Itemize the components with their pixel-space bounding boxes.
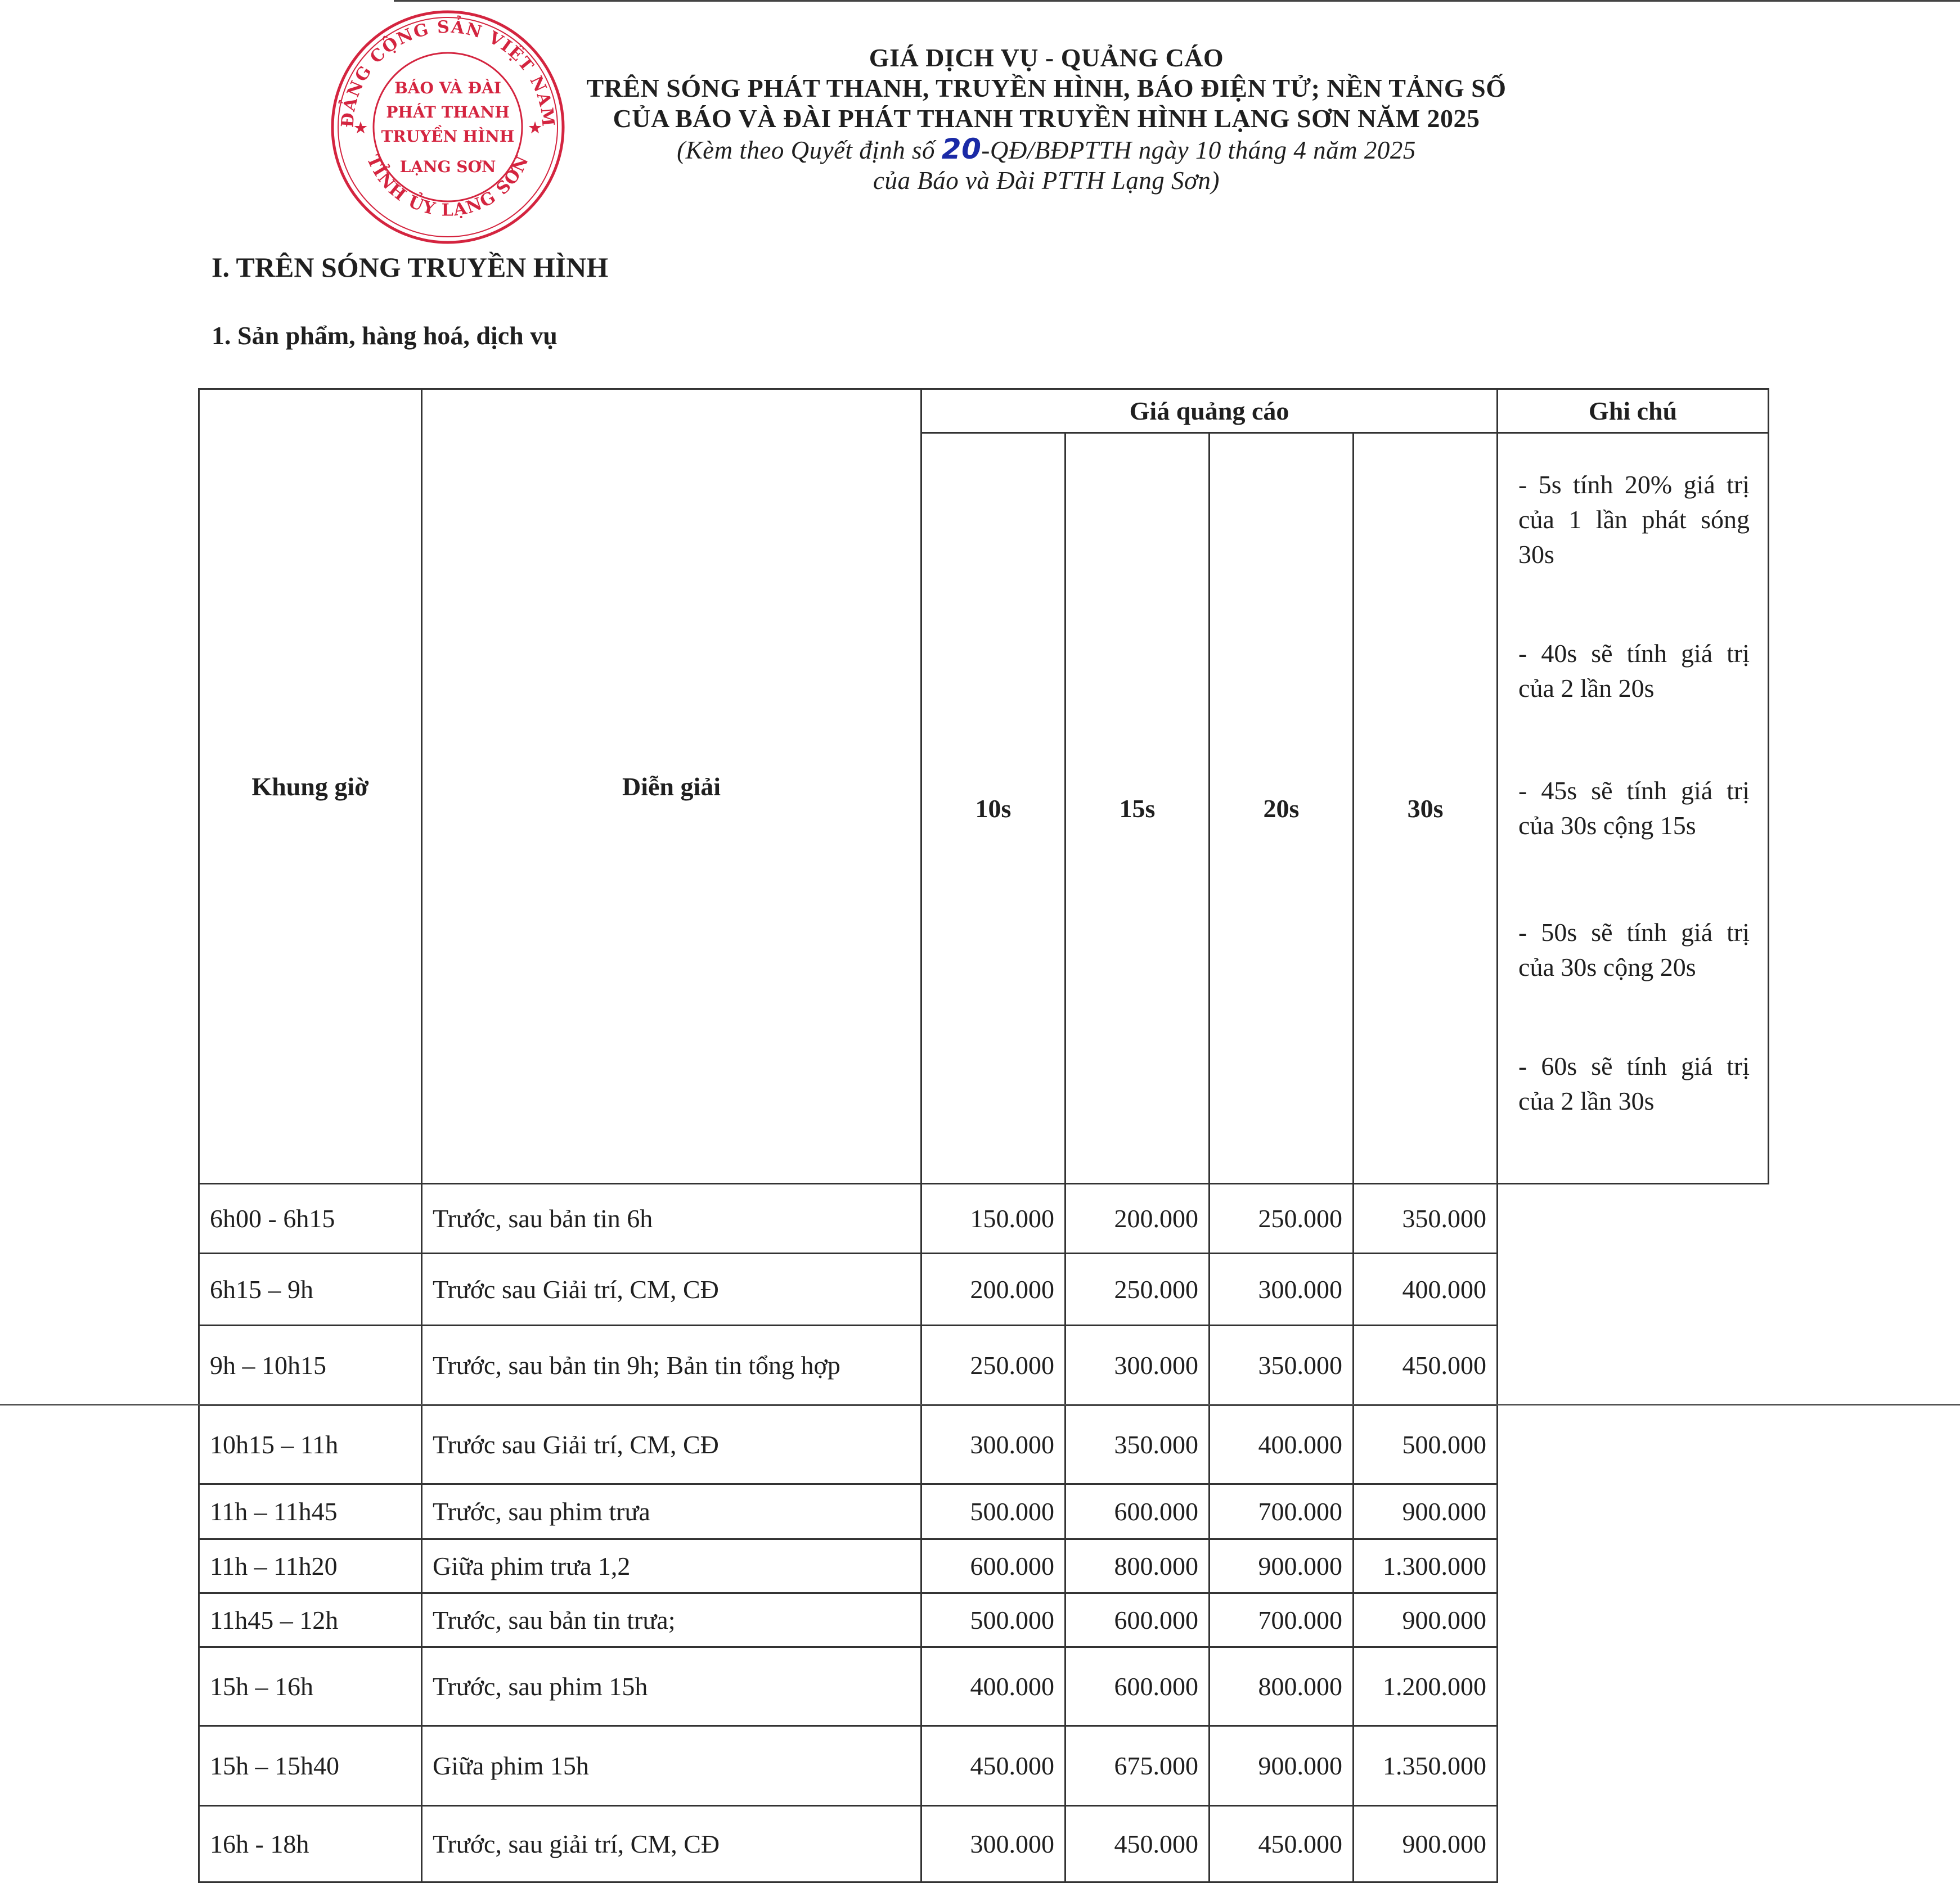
time-slot-cell: 15h – 15h40 (199, 1726, 422, 1806)
price-10s-cell: 400.000 (921, 1647, 1066, 1726)
price-15s-cell: 250.000 (1066, 1254, 1210, 1326)
price-20s-cell: 250.000 (1210, 1184, 1354, 1254)
price-10s-cell: 200.000 (921, 1254, 1066, 1326)
price-30s-cell: 1.350.000 (1354, 1726, 1498, 1806)
header-duration-20s: 20s (1210, 433, 1354, 1184)
time-slot-cell: 6h00 - 6h15 (199, 1184, 422, 1254)
price-30s-cell: 900.000 (1354, 1593, 1498, 1647)
price-30s-cell: 400.000 (1354, 1254, 1498, 1326)
time-slot-cell: 15h – 16h (199, 1647, 422, 1726)
header-decision-reference (428, 134, 1665, 165)
price-30s-cell: 450.000 (1354, 1326, 1498, 1406)
seal-inner-line-2: PHÁT THANH (386, 103, 510, 121)
description-cell: Trước, sau giải trí, CM, CĐ (422, 1806, 921, 1882)
table-row (199, 1647, 1769, 1726)
price-10s-cell: 300.000 (921, 1806, 1066, 1882)
price-20s-cell: 700.000 (1210, 1484, 1354, 1539)
note-item: - 50s sẽ tính giá trị của 30s cộng 20s (1518, 918, 1750, 981)
header-time-slot: Khung giờ (199, 389, 422, 1184)
price-20s-cell: 900.000 (1210, 1539, 1354, 1593)
header-title-line-1: GIÁ DỊCH VỤ - QUẢNG CÁO (869, 43, 1224, 72)
price-15s-cell: 300.000 (1066, 1326, 1210, 1406)
section-title: I. TRÊN SÓNG TRUYỀN HÌNH (212, 251, 609, 283)
note-item: - 5s tính 20% giá trị của 1 lần phát sóng 30s (1518, 470, 1750, 569)
price-15s-cell: 450.000 (1066, 1806, 1210, 1882)
table-row (199, 1326, 1769, 1406)
price-20s-cell: 350.000 (1210, 1326, 1354, 1406)
header-price-group: Giá quảng cáo (921, 389, 1498, 433)
seal-outer-bottom-text: TỈNH ỦY LẠNG SƠN (362, 152, 533, 220)
subsection-title: 1. Sản phẩm, hàng hoá, dịch vụ (212, 321, 558, 350)
header-duration-30s: 30s (1354, 433, 1498, 1184)
price-20s-cell: 300.000 (1210, 1254, 1354, 1326)
price-10s-cell: 150.000 (921, 1184, 1066, 1254)
header-duration-10s: 10s (921, 433, 1066, 1184)
price-15s-cell: 600.000 (1066, 1593, 1210, 1647)
bottom-border-line (0, 1404, 1960, 1406)
table-row (199, 1806, 1769, 1882)
header-notes: Ghi chú (1498, 389, 1769, 433)
price-15s-cell: 600.000 (1066, 1647, 1210, 1726)
price-15s-cell: 350.000 (1066, 1406, 1210, 1484)
header-issuer-line: của Báo và Đài PTTH Lạng Sơn) (873, 166, 1220, 195)
price-15s-cell: 600.000 (1066, 1484, 1210, 1539)
price-15s-cell: 200.000 (1066, 1184, 1210, 1254)
seal-inner-line-4: LẠNG SƠN (399, 157, 496, 176)
table-row (199, 1726, 1769, 1806)
note-item: - 45s sẽ tính giá trị của 30s cộng 15s (1518, 776, 1750, 840)
price-30s-cell: 900.000 (1354, 1484, 1498, 1539)
description-cell: Trước, sau phim trưa (422, 1484, 921, 1539)
description-cell: Trước, sau bản tin 9h; Bản tin tổng hợp (422, 1326, 921, 1406)
price-30s-cell: 1.300.000 (1354, 1539, 1498, 1593)
time-slot-cell: 16h - 18h (199, 1806, 422, 1882)
time-slot-cell: 6h15 – 9h (199, 1254, 422, 1326)
top-border-line (394, 0, 1960, 2)
notes-cell (1498, 433, 1769, 1184)
table-row (199, 1484, 1769, 1539)
time-slot-cell: 10h15 – 11h (199, 1406, 422, 1484)
table-row (199, 1406, 1769, 1484)
price-20s-cell: 400.000 (1210, 1406, 1354, 1484)
decision-suffix: -QĐ/BĐPTTH ngày 10 tháng 4 năm 2025 (981, 136, 1416, 164)
price-30s-cell: 900.000 (1354, 1806, 1498, 1882)
time-slot-cell: 11h – 11h45 (199, 1484, 422, 1539)
description-cell: Giữa phim trưa 1,2 (422, 1539, 921, 1593)
price-20s-cell: 450.000 (1210, 1806, 1354, 1882)
header-duration-15s: 15s (1066, 433, 1210, 1184)
note-item: - 40s sẽ tính giá trị của 2 lần 20s (1518, 639, 1750, 702)
price-30s-cell: 1.200.000 (1354, 1647, 1498, 1726)
description-cell: Trước, sau phim 15h (422, 1647, 921, 1726)
table-row (199, 1254, 1769, 1326)
note-item: - 60s sẽ tính giá trị của 2 lần 30s (1518, 1052, 1750, 1115)
seal-star-right-icon: ★ (528, 120, 542, 137)
description-cell: Trước sau Giải trí, CM, CĐ (422, 1254, 921, 1326)
price-10s-cell: 600.000 (921, 1539, 1066, 1593)
price-10s-cell: 450.000 (921, 1726, 1066, 1806)
price-20s-cell: 700.000 (1210, 1593, 1354, 1647)
price-15s-cell: 800.000 (1066, 1539, 1210, 1593)
time-slot-cell: 9h – 10h15 (199, 1326, 422, 1406)
description-cell: Trước sau Giải trí, CM, CĐ (422, 1406, 921, 1484)
header-title-line-3: CỦA BÁO VÀ ĐÀI PHÁT THANH TRUYỀN HÌNH LẠNG SƠN NĂM 2025 (613, 104, 1480, 133)
description-cell: Trước, sau bản tin 6h (422, 1184, 921, 1254)
price-15s-cell: 675.000 (1066, 1726, 1210, 1806)
table-row (199, 1593, 1769, 1647)
table-row (199, 1184, 1769, 1254)
header-title-line-2: TRÊN SÓNG PHÁT THANH, TRUYỀN HÌNH, BÁO ĐIỆN TỬ; NỀN TẢNG SỐ (586, 74, 1507, 102)
price-10s-cell: 250.000 (921, 1326, 1066, 1406)
price-10s-cell: 500.000 (921, 1484, 1066, 1539)
seal-star-left-icon: ★ (354, 120, 367, 137)
time-slot-cell: 11h45 – 12h (199, 1593, 422, 1647)
description-cell: Giữa phim 15h (422, 1726, 921, 1806)
price-20s-cell: 800.000 (1210, 1647, 1354, 1726)
price-10s-cell: 300.000 (921, 1406, 1066, 1484)
price-30s-cell: 350.000 (1354, 1184, 1498, 1254)
advertising-price-table (198, 388, 1769, 1883)
table-row (199, 1539, 1769, 1593)
header-description: Diễn giải (422, 389, 921, 1184)
time-slot-cell: 11h – 11h20 (199, 1539, 422, 1593)
description-cell: Trước, sau bản tin trưa; (422, 1593, 921, 1647)
document-header (428, 43, 1665, 196)
price-10s-cell: 500.000 (921, 1593, 1066, 1647)
seal-outer-top-text: ĐẢNG CỘNG SẢN VIỆT NAM (338, 17, 558, 129)
price-20s-cell: 900.000 (1210, 1726, 1354, 1806)
price-30s-cell: 500.000 (1354, 1406, 1498, 1484)
decision-number-handwritten: 20 (941, 133, 982, 165)
seal-inner-line-1: BÁO VÀ ĐÀI (394, 79, 501, 97)
seal-inner-line-3: TRUYỀN HÌNH (381, 127, 515, 146)
decision-prefix: (Kèm theo Quyết định số (677, 136, 942, 164)
